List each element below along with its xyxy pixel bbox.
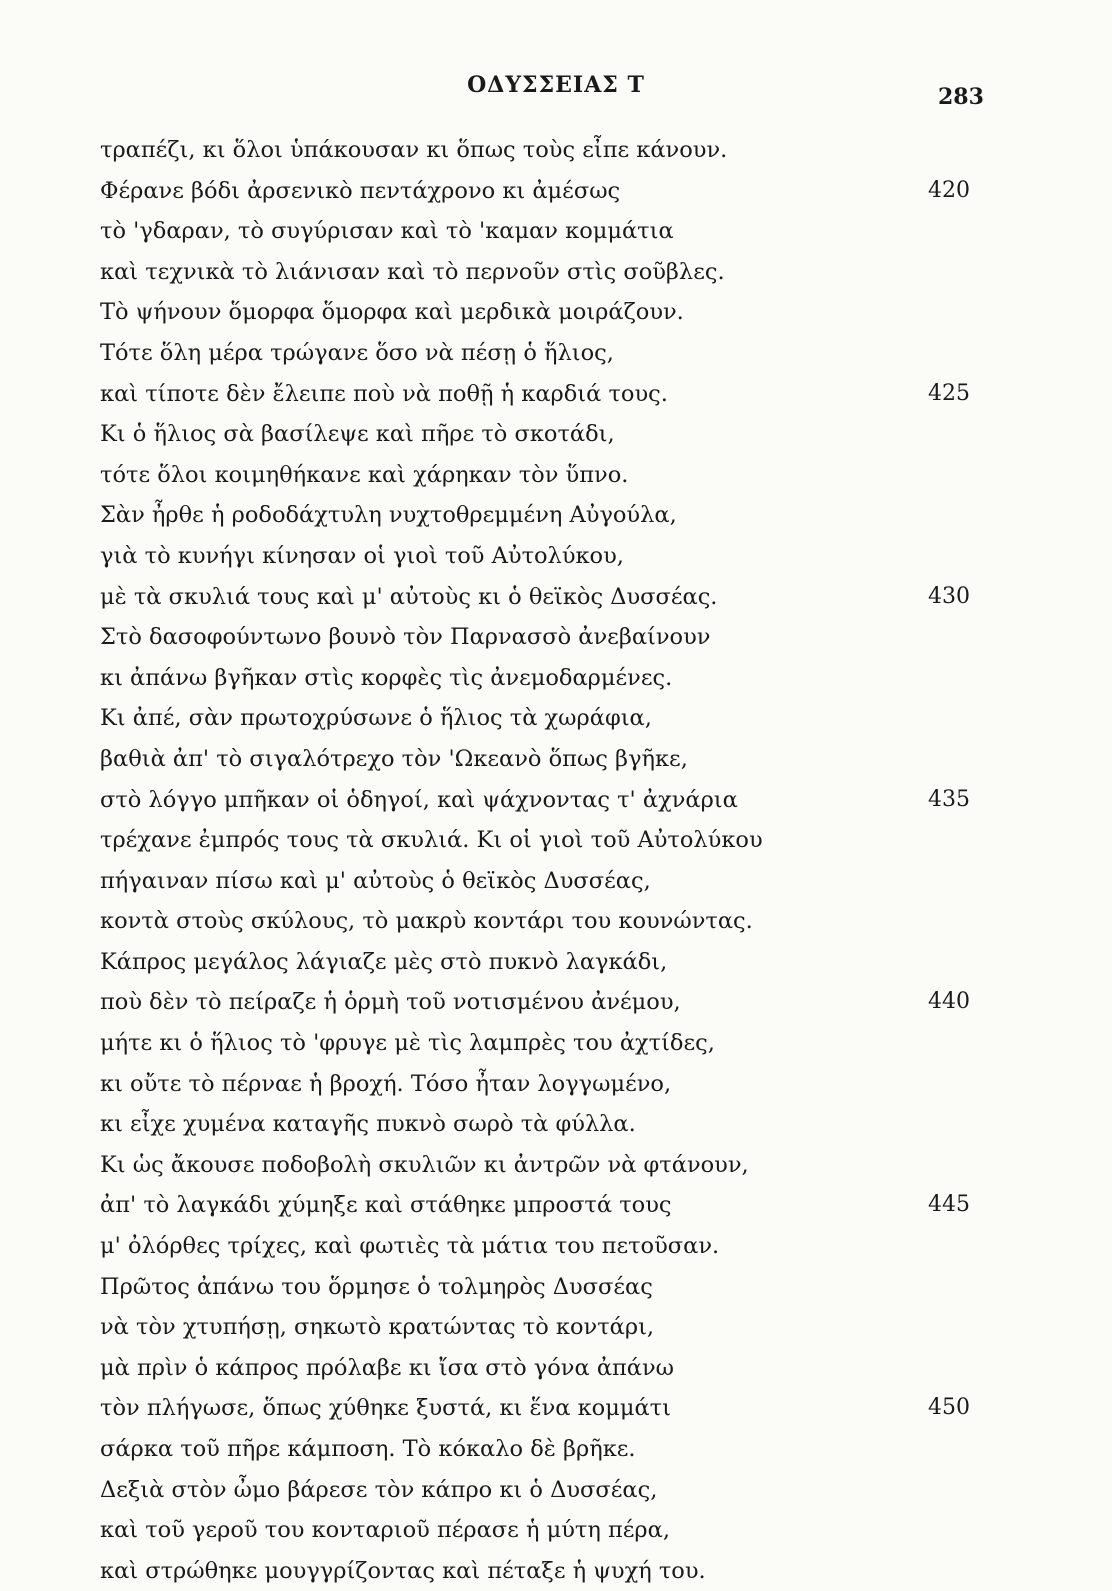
verse-text: τρέχανε ἐμπρός τους τὰ σκυλιά. Κι οἱ γιοὶ τοῦ Αὐτολύκου [100, 827, 763, 854]
verse-line [100, 1348, 980, 1389]
verse-line [100, 1429, 980, 1470]
verse-line [100, 211, 980, 252]
verse-text: Στὸ δασοφούντωνο βουνὸ τὸν Παρνασσὸ ἀνεβαίνουν [100, 624, 711, 651]
verse-line [100, 374, 980, 415]
verse-text: σάρκα τοῦ πῆρε κάμποση. Τὸ κόκαλο δὲ βρῆκε. [100, 1436, 636, 1462]
verse-text: μὲ τὰ σκυλιά τους καὶ μ' αὐτοὺς κι ὁ θεϊκὸς Δυσσέας. [100, 583, 718, 610]
verse-text: μ' ὀλόρθες τρίχες, καὶ φωτιὲς τὰ μάτια του πετοῦσαν. [100, 1233, 720, 1260]
verse-line [100, 1307, 980, 1348]
verse-text: Τὸ ψήνουν ὅμορφα ὅμορφα καὶ μερδικὰ μοιράζουν. [100, 299, 684, 326]
verse-line [100, 536, 980, 577]
verse-text: καὶ τίποτε δὲν ἔλειπε ποὺ νὰ ποθῇ ἡ καρδιά τους. [100, 380, 668, 407]
verse-text: κοντὰ στοὺς σκύλους, τὸ μακρὺ κοντάρι του κουνώντας. [100, 908, 753, 935]
verse-text: τότε ὅλοι κοιμηθήκανε καὶ χάρηκαν τὸν ὕπνο. [100, 461, 629, 488]
verse-line [100, 495, 980, 536]
verse-line [100, 414, 980, 455]
verse-text: μήτε κι ὁ ἥλιος τὸ 'φρυγε μὲ τὶς λαμπρὲς του ἀχτίδες, [100, 1030, 715, 1057]
line-number: 450 [928, 1395, 970, 1421]
verse-line [100, 1064, 980, 1105]
verse-text: νὰ τὸν χτυπήσῃ, σηκωτὸ κρατώντας τὸ κοντάρι, [100, 1314, 655, 1341]
verse-line [100, 982, 980, 1023]
verse-text: στὸ λόγγο μπῆκαν οἱ ὁδηγοί, καὶ ψάχνοντας τ' ἀχνάρια [100, 786, 738, 813]
line-number: 420 [928, 177, 970, 203]
verse-text: Κάπρος μεγάλος λάγιαζε μὲς στὸ πυκνὸ λαγκάδι, [100, 948, 668, 975]
verse-line [100, 901, 980, 942]
verse-line [100, 130, 980, 171]
page-number: 283 [938, 84, 984, 110]
verse-line [100, 1023, 980, 1064]
verse-text: Κι ὡς ἄκουσε ποδοβολὴ σκυλιῶν κι ἀντρῶν νὰ φτάνουν, [100, 1151, 749, 1178]
verse-line [100, 942, 980, 983]
verse-line [100, 1551, 980, 1591]
verse-line [100, 617, 980, 658]
verse-line [100, 1267, 980, 1308]
verse-line [100, 698, 980, 739]
verse-text: Κι ὁ ἥλιος σὰ βασίλεψε καὶ πῆρε τὸ σκοτάδι, [100, 421, 615, 448]
verse-line [100, 1185, 980, 1226]
line-number: 430 [928, 583, 970, 609]
verse-text: Φέρανε βόδι ἀρσενικὸ πεντάχρονο κι ἀμέσως [100, 177, 621, 204]
verse-text: Πρῶτος ἀπάνω του ὅρμησε ὁ τολμηρὸς Δυσσέας [100, 1273, 653, 1300]
verse-line [100, 820, 980, 861]
verse-line [100, 1145, 980, 1186]
verse-text: καὶ τεχνικὰ τὸ λιάνισαν καὶ τὸ περνοῦν στὶς σοῦβλες. [100, 258, 725, 285]
verse-line [100, 577, 980, 618]
verse-line [100, 1470, 980, 1511]
verse-text: πήγαιναν πίσω καὶ μ' αὐτοὺς ὁ θεϊκὸς Δυσσέας, [100, 867, 651, 894]
verse-text: κι οὔτε τὸ πέρναε ἡ βροχή. Τόσο ἦταν λογγωμένο, [100, 1070, 672, 1097]
verse-text: καὶ στρώθηκε μουγγρίζοντας καὶ πέταξε ἡ ψυχή του. [100, 1557, 706, 1584]
verse-text: ἀπ' τὸ λαγκάδι χύμηξε καὶ στάθηκε μπροστά τους [100, 1192, 672, 1219]
verse-text: Κι ἀπέ, σὰν πρωτοχρύσωνε ὁ ἥλιος τὰ χωράφια, [100, 705, 652, 732]
verse-line [100, 455, 980, 496]
line-number: 440 [928, 989, 970, 1015]
verse-text: βαθιὰ ἀπ' τὸ σιγαλότρεχο τὸν 'Ωκεανὸ ὅπως βγῆκε, [100, 745, 688, 772]
verse-line [100, 1388, 980, 1429]
verse-line [100, 780, 980, 821]
verse-text: μὰ πρὶν ὁ κάπρος πρόλαβε κι ἴσα στὸ γόνα ἀπάνω [100, 1354, 675, 1381]
line-number: 425 [928, 380, 970, 406]
verse-line [100, 861, 980, 902]
verse-text: τραπέζι, κι ὅλοι ὑπάκουσαν κι ὅπως τοὺς εἶπε κάνουν. [100, 137, 728, 163]
verse-list [100, 130, 980, 1591]
verse-text: τὸν πλήγωσε, ὅπως χύθηκε ξυστά, κι ἕνα κομμάτι [100, 1395, 671, 1422]
verse-line [100, 292, 980, 333]
verse-line [100, 739, 980, 780]
verse-line [100, 171, 980, 212]
verse-text: καὶ τοῦ γεροῦ του κονταριοῦ πέρασε ἡ μύτη πέρα, [100, 1517, 671, 1544]
verse-text: τὸ 'γδαραν, τὸ συγύρισαν καὶ τὸ 'καμαν κομμάτια [100, 218, 674, 245]
verse-text: γιὰ τὸ κυνήγι κίνησαν οἱ γιοὶ τοῦ Αὐτολύκου, [100, 542, 624, 569]
verse-line [100, 1104, 980, 1145]
verse-text: κι εἶχε χυμένα καταγῆς πυκνὸ σωρὸ τὰ φύλλα. [100, 1111, 636, 1138]
verse-text: Τότε ὅλη μέρα τρώγανε ὅσο νὰ πέσῃ ὁ ἥλιος, [100, 339, 614, 366]
verse-text: ποὺ δὲν τὸ πείραζε ἡ ὁρμὴ τοῦ νοτισμένου ἀνέμου, [100, 989, 681, 1016]
verse-line [100, 1510, 980, 1551]
verse-text: κι ἀπάνω βγῆκαν στὶς κορφὲς τὶς ἀνεμοδαρμένες. [100, 664, 673, 691]
verse-line [100, 1226, 980, 1267]
line-number: 445 [928, 1192, 970, 1218]
verse-line [100, 333, 980, 374]
verse-line [100, 658, 980, 699]
running-head: ΟΔΥΣΣΕΙΑΣ Τ [467, 72, 645, 98]
verse-line [100, 252, 980, 293]
line-number: 435 [928, 786, 970, 812]
verse-text: Δεξιὰ στὸν ὦμο βάρεσε τὸν κάπρο κι ὁ Δυσσέας, [100, 1476, 658, 1503]
verse-text: Σὰν ἦρθε ἡ ροδοδάχτυλη νυχτοθρεμμένη Αὐγούλα, [100, 502, 677, 529]
